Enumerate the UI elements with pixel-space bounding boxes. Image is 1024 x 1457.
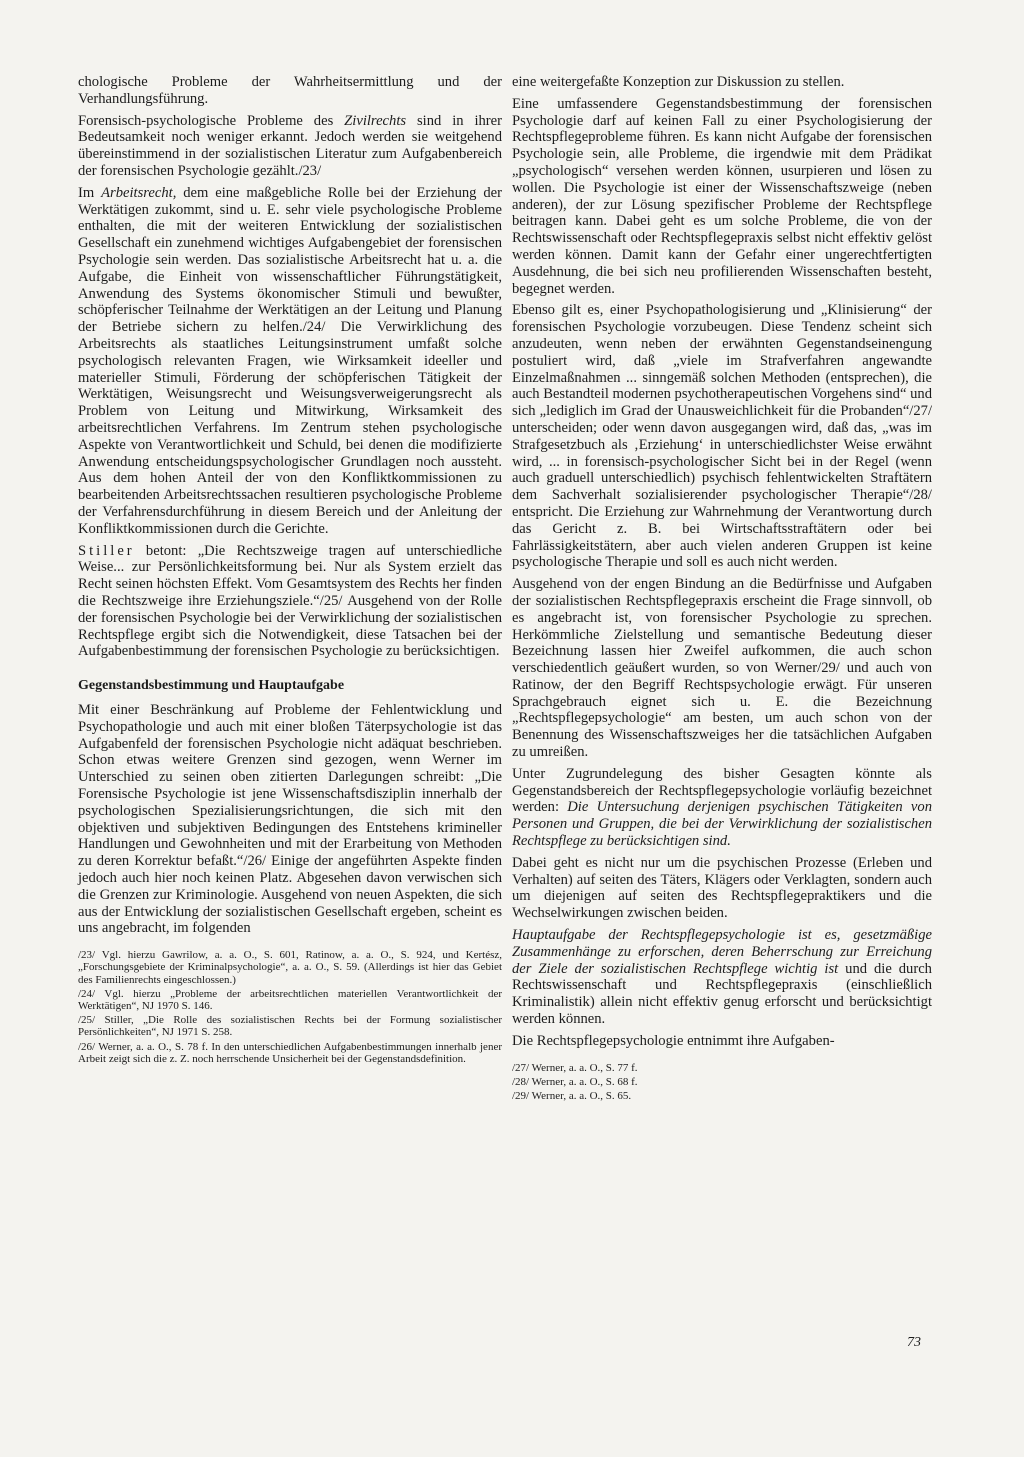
text: Im: [78, 184, 102, 201]
paragraph: Ebenso gilt es, einer Psychopathologisierung und „Klinisierung“ der forensischen Psychologie vorzubeugen. Diese Tendenz scheint sich anzudeuten, wenn neben der erwähnten Gegenstandseinengung postuliert wird, daß „viele im Strafverfahren angewandte Einzelmaßnahmen ... sinngemäß solchen Methoden (entsprechen), die auch Bestandteil modernen psychotherapeutischen Vorgehens sind“ und sich „lediglich im Grad der Unausweichlichkeit für die Probanden“/27/ unterscheiden; oder wenn davon ausgegangen wird, daß das, „was im Strafgesetzbuch als ‚Erziehung‘ in unterschiedlichster Weise erwähnt wird, ... in forensisch-psychologischer Sicht bei in der Regel (wenn auch graduell unterschiedlich) psychisch fehlentwickelten Straftätern dem Sachverhalt sozialisierender psychologischer Therapie“/28/ entspricht. Die Erziehung zur Wahrnehmung der Verantwortung durch das Gericht z. B. bei Wirtschaftsstraftätern oder bei Fahrlässigkeitstätern, aber auch vielen anderen Gruppen ist keine psychologische Therapie und soll es auch nicht werden.: [512, 302, 932, 571]
footnote: /27/ Werner, a. a. O., S. 77 f.: [512, 1061, 638, 1074]
author-name-spaced: Stiller: [78, 542, 135, 559]
page-number: 73: [907, 1335, 921, 1350]
paragraph: [512, 766, 932, 850]
text: und die durch Rechtswissenschaft und Rechtspflegepraxis (einschließlich Kriminalistik) allein nicht effektiv genug erforscht und berücksichtigt werden können.: [512, 960, 932, 1028]
emphasis: Arbeitsrecht,: [101, 184, 177, 201]
emphasis: Die Untersuchung derjenigen psychischen Tätigkeiten von Personen und Gruppen, die bei der Verwirklichung der sozialistischen Rechtspflege zu berücksichtigen sind.: [512, 799, 932, 850]
text: dem eine maßgebliche Rolle bei der Erziehung der Werktätigen zukommt, sind u. E. sehr viele psychologische Probleme enthalten, die mit der weiteren Entwicklung der sozialistischen Gesellschaft ein zunehmend wichtiges Aufgabengebiet der forensischen Psychologie sein werden. Das sozialistische Arbeitsrecht hat u. a. die Aufgabe, die Einheit von wissenschaftlicher Führungstätigkeit, Anwendung des Systems ökonomischer Stimuli und bewußter, schöpferischer Teilnahme der Werktätigen an der Leitung und Planung der Betriebe sichern zu helfen./24/ Die Verwirklichung des Arbeitsrechts als staatliches Leitungsinstrument umfaßt solche psychologisch relevanten Fragen, wie Wirksamkeit ideeller und materieller Stimuli, Förderung der schöpferischen Tätigkeit der Werktätigen, Weisungsrecht und Weisungsverweigerungsrecht als Problem von Leitung und Mitwirkung, Wirksamkeit des arbeitsrechtlichen Verfahrens. Im Zentrum stehen psychologische Aspekte von Verantwortlichkeit und Schuld, bei denen die modifizierte Anwendung entscheidungspsychologischer Grundlagen noch aussteht. Aus dem hohen Anteil der von den Konfliktkommissionen zu bearbeitenden Arbeitsrechtssachen resultieren psychologische Probleme der Verfahrensdurchführung in diesem Bereich und der Anleitung der Konfliktkommissionen durch die Gerichte.: [78, 184, 502, 537]
paragraph: chologische Probleme der Wahrheitsermittlung und der Verhandlungsführung.: [78, 74, 502, 107]
footnote: /29/ Werner, a. a. O., S. 65.: [512, 1090, 632, 1103]
footnote: /25/ Stiller, „Die Rolle des sozialistischen Rechts bei der Formung sozialistischer Persönlichkeiten“, NJ 1971 S. 258.: [78, 1014, 502, 1039]
paragraph: Ausgehend von der engen Bindung an die Bedürfnisse und Aufgaben der sozialistischen Rechtspflegepraxis erscheint die Frage sinnvoll, ob es angebracht ist, von forensischer Psychologie zu sprechen. Herkömmliche Zielstellung und semantische Bedeutung dieser Bezeichnung lassen hier Zweifel aufkommen, die auch schon verschiedentlich geäußert wurden, so von Werner/29/ und auch von Ratinow, der den Begriff Rechtspsychologie erwägt. Für unseren Sprachgebrauch eignet sich u. E. die Bezeichnung „Rechtspflegepsychologie“ am besten, um auch schon von der Benennung des Wissenschaftszweiges her die tatsächlichen Aufgaben zu umreißen.: [512, 576, 932, 761]
paragraph: [512, 927, 932, 1028]
footnote: /24/ Vgl. hierzu „Probleme der arbeitsrechtlichen materiellen Verantwortlichkeit der Werktätigen“, NJ 1970 S. 146.: [78, 987, 502, 1013]
paragraph: eine weitergefaßte Konzeption zur Diskussion zu stellen.: [512, 74, 845, 90]
paragraph: Mit einer Beschränkung auf Probleme der Fehlentwicklung und Psychopathologie und auch mit einer bloßen Täterpsychologie ist das Aufgabenfeld der forensischen Psychologie nicht adäquat beschrieben. Schon etwas weitere Grenzen sind gezogen, wenn Werner im Unterschied zu seinen oben zitierten Darlegungen schreibt: „Die Forensische Psychologie ist jene Wissenschaftsdisziplin innerhalb der psychologischen Spezialisierungsrichtungen, die sich mit den objektiven und subjektiven Bedingungen des Entstehens krimineller Handlungen und Gewohnheiten und mit der Erarbeitung von Methoden zu deren Korrektur befaßt.“/26/ Einige der angeführten Aspekte finden jedoch auch hier noch keinen Platz. Abgesehen davon verwischen sich die Grenzen zur Kriminologie. Ausgehend von neuen Aspekten, die sich aus der Entwicklung der sozialistischen Gesellschaft ergeben, scheint es uns angebracht, im folgenden: [78, 702, 502, 937]
paragraph: Die Rechtspflegepsychologie entnimmt ihre Aufgaben-: [512, 1032, 835, 1049]
paragraph: Dabei geht es nicht nur um die psychischen Prozesse (Erleben und Verhalten) auf seiten des Täters, Klägers oder Verklagten, sondern auch um diejenigen auf seiten des Rechtspflegepraktikers und die Wechselwirkungen zwischen beiden.: [512, 854, 932, 922]
text: sind in ihrer Bedeutsamkeit noch weniger erkannt. Jedoch werden sie weitgehend übereinstimmend in der sozialistischen Literatur zum Aufgabenbereich der forensischen Psychologie gezählt./23/: [78, 112, 502, 179]
emphasis: Zivilrechts: [344, 112, 407, 129]
right-column: [512, 74, 932, 1104]
footnote: /26/ Werner, a. a. O., S. 78 f. In den unterschiedlichen Aufgabenbestimmungen innerhalb jener Arbeit zeigt sich die z. Z. noch herrschende Unsicherheit bei der Gegenstandsdefinition.: [78, 1040, 502, 1065]
paragraph: Eine umfassendere Gegenstandsbestimmung der forensischen Psychologie darf auf keinen Fall zu einer Psychologisierung der Rechtspflegeprobleme führen. Es kann nicht Aufgabe der forensischen Psychologie sein, alle Probleme, die irgendwie mit dem Prädikat „psychologisch“ versehen werden können, usurpieren und lösen zu wollen. Die Psychologie ist einer der Wissenschaftszweige (neben anderen), der zur Lösung spezifischer Probleme der Rechtspflege beitragen kann. Dabei geht es um solche Probleme, die von der Rechtswissenschaft oder Rechtspflegepraxis selbst nicht effektiv gelöst werden können. Damit kann der Gefahr einer ungerechtfertigten Ausdehnung, die bei sich neu profilierenden Wissenschaften besteht, begegnet werden.: [512, 95, 932, 297]
footnote: /28/ Werner, a. a. O., S. 68 f.: [512, 1075, 638, 1088]
footnote: /23/ Vgl. hierzu Gawrilow, a. a. O., S. 601, Ratinow, a. a. O., S. 924, und Kertész, „Forschungsgebiete der Kriminalpsychologie“, a. a. O., S. 59. (Allerdings ist hier das Gebiet des Familienrechts eingeschlossen.): [78, 949, 502, 986]
paragraph: [78, 543, 502, 661]
footnotes-left: [78, 949, 502, 1065]
left-column: [78, 74, 502, 1067]
text: Forensisch-psychologische Probleme des: [78, 112, 345, 129]
text: Unter Zugrundelegung des bisher Gesagten könnte als Gegenstandsbereich der Rechtspflegepsychologie vorläufig bezeichnet werden:: [512, 765, 932, 816]
footnotes-right: [512, 1062, 932, 1103]
paragraph: [78, 185, 502, 538]
section-heading: Gegenstandsbestimmung und Hauptaufgabe: [78, 678, 345, 694]
paragraph: [78, 113, 502, 180]
text: betont: „Die Rechtszweige tragen auf unterschiedliche Weise... zur Persönlichkeitsformung bei. Nur als System erzielt das Recht seinen höchsten Effekt. Vom Gesamtsystem des Rechts her finden die Rechtszweige ihre Erziehungsziele.“/25/ Ausgehend von der Rolle der forensischen Psychologie bei der Verwirklichung der sozialistischen Rechtspflege ergibt sich die Notwendigkeit, diese Tatsachen bei der Aufgabenbestimmung der forensischen Psychologie zu berücksichtigen.: [78, 542, 502, 660]
emphasis: Hauptaufgabe der Rechtspflegepsychologie ist es, gesetzmäßige Zusammenhänge zu erforschen, deren Beherrschung zur Erreichung der Ziele der sozialistischen Rechtspflege wichtig ist: [512, 927, 932, 977]
